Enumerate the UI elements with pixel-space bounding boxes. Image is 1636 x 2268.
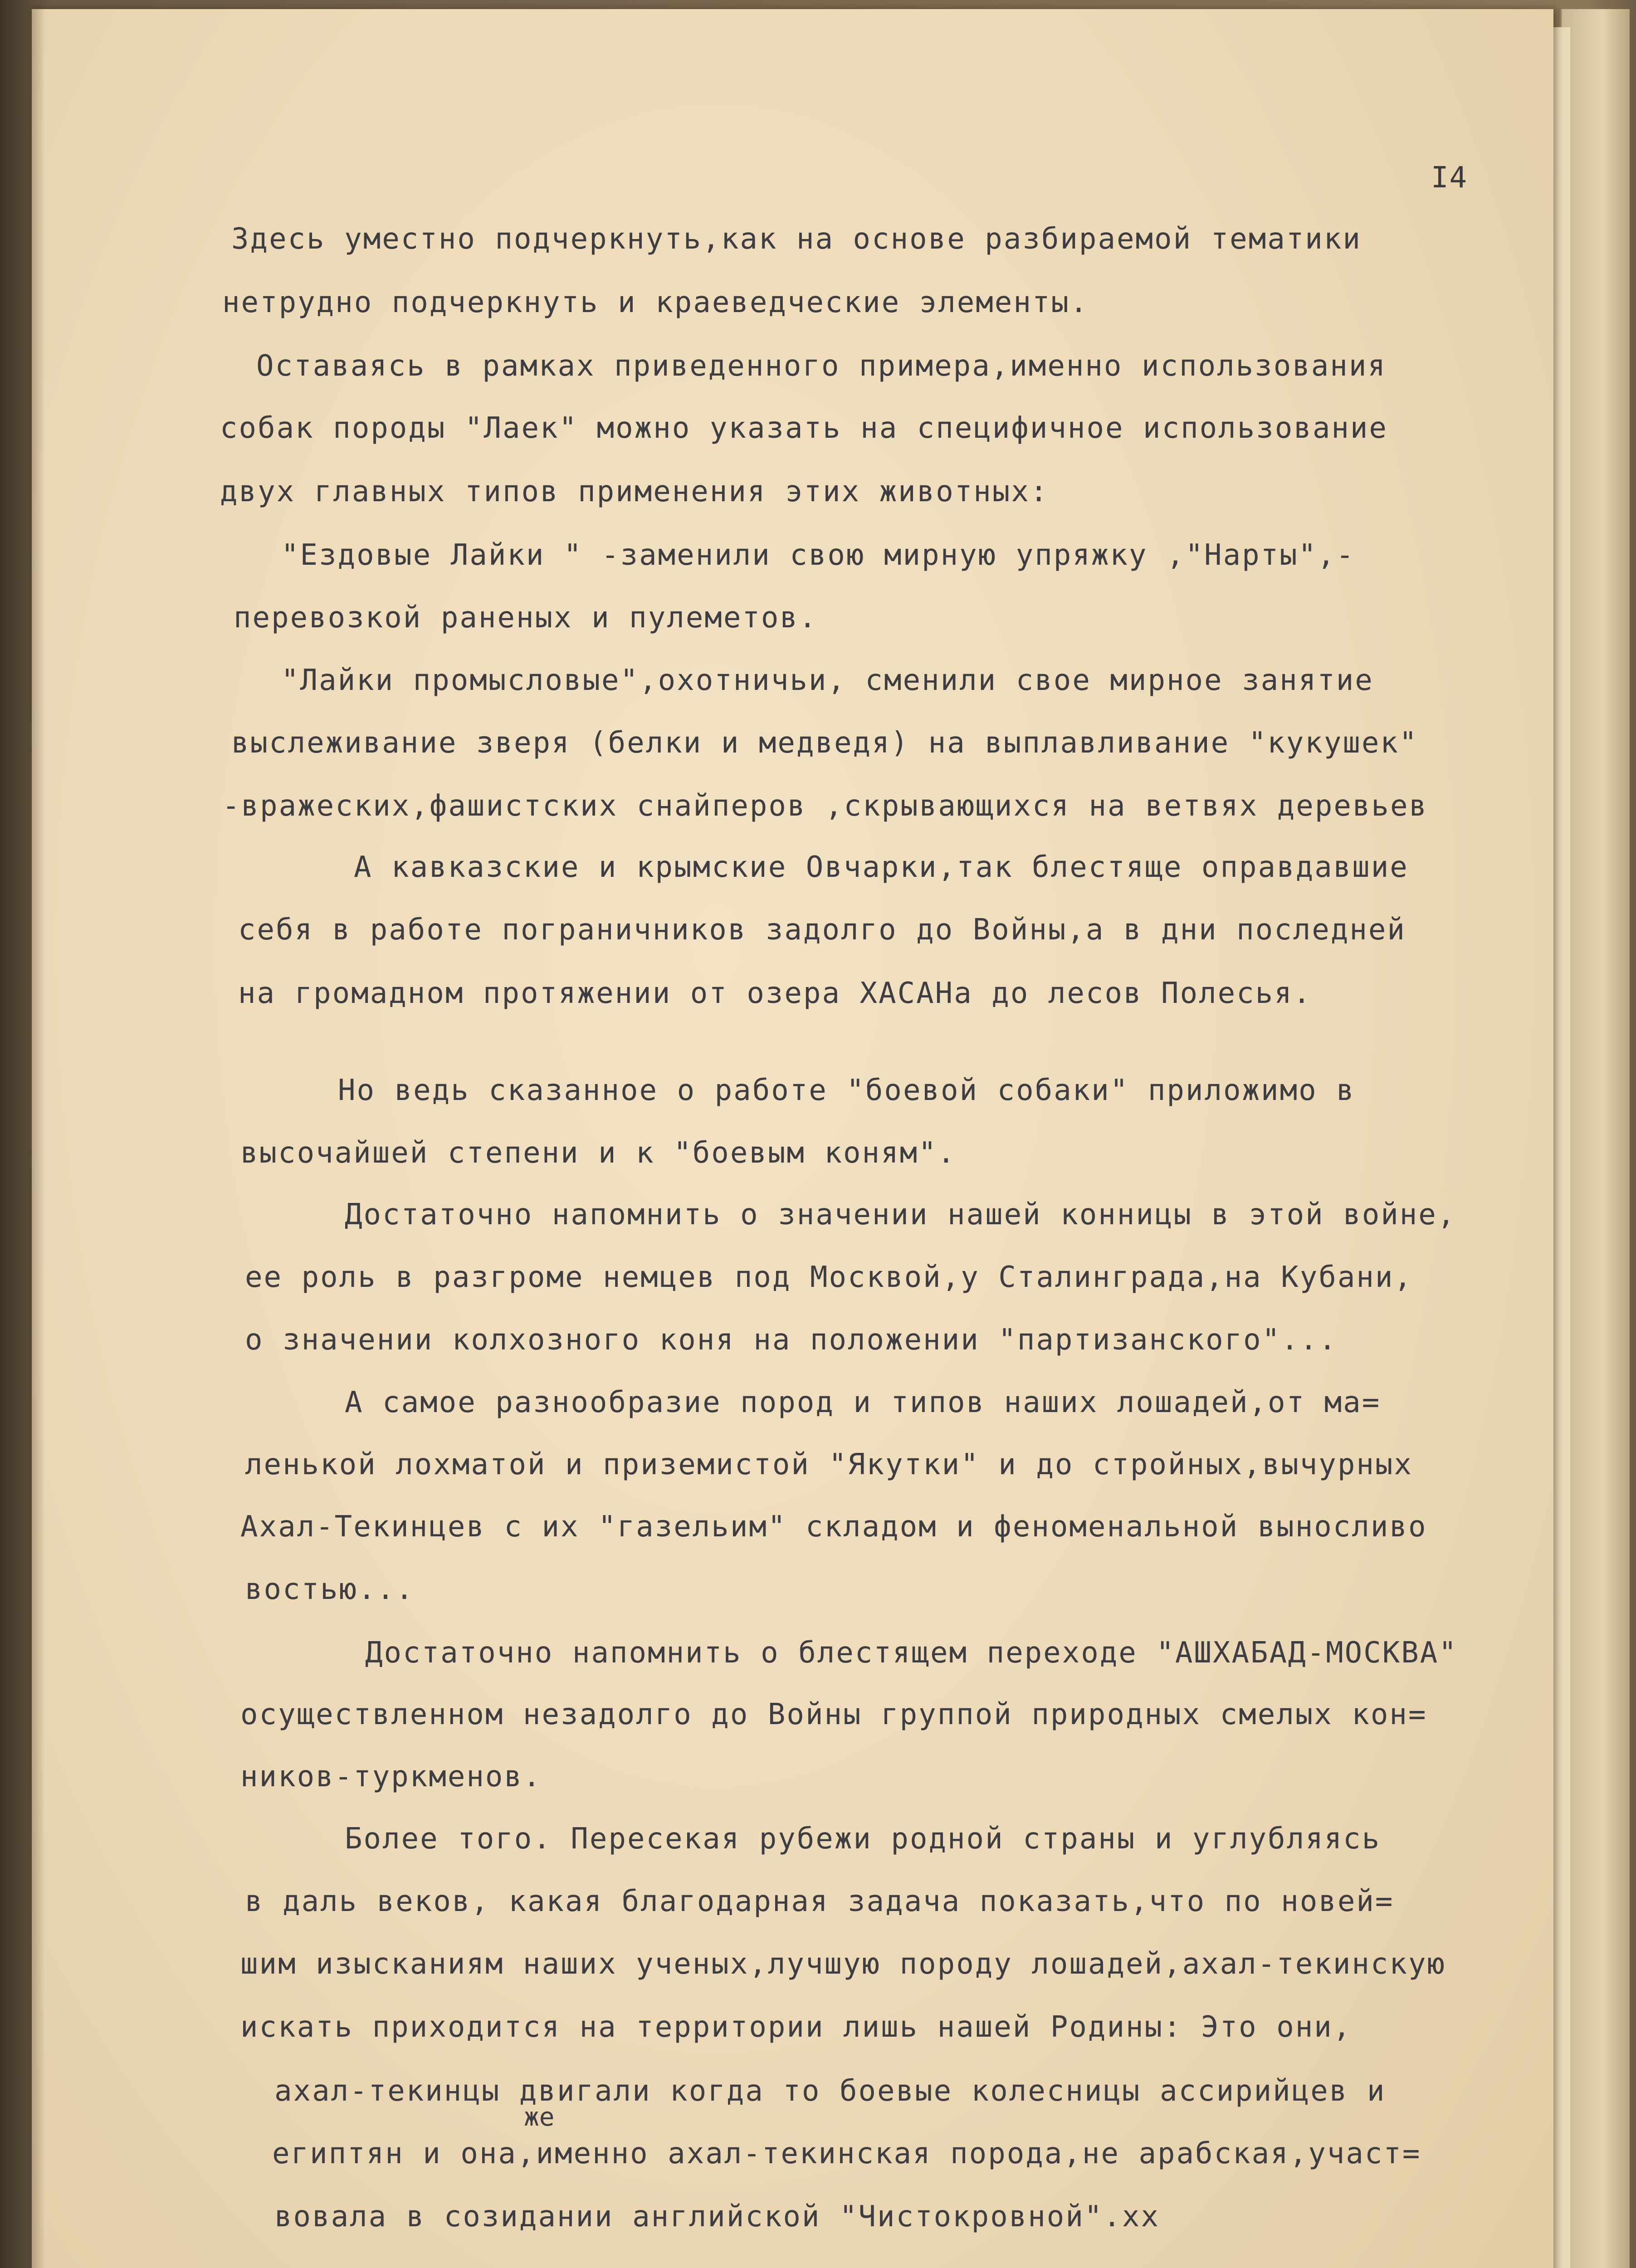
text-line: -вражеских,фашистских снайперов ,скрывающихся на ветвях деревьев <box>222 789 1428 823</box>
text-line: Здесь уместно подчеркнуть,как на основе разбираемой тематики <box>231 222 1362 256</box>
text-line: Достаточно напомнить о значении нашей конницы в этой войне, <box>345 1198 1456 1232</box>
text-line: А самое разнообразие пород и типов наших лошадей,от ма= <box>345 1386 1381 1419</box>
page-number: I4 <box>1431 161 1468 195</box>
text-line: в даль веков, какая благодарная задача показать,что по новей= <box>245 1885 1394 1918</box>
text-line: А кавказские и крымские Овчарки,так блестяще оправдавшие <box>354 850 1409 884</box>
text-line: ников-туркменов. <box>240 1760 542 1794</box>
text-line: искать приходится на территории лишь нашей Родины: Это они, <box>240 2010 1352 2044</box>
text-line: ахал-текинцы двигали когда то боевые колесницы ассирийцев и <box>274 2074 1386 2108</box>
text-line: нетрудно подчеркнуть и краеведческие элементы. <box>222 286 1089 319</box>
text-line: вовала в созидании английской "Чистокровной".xx <box>274 2200 1160 2234</box>
text-line: шим изысканиям наших ученых,лучшую породу лошадей,ахал-текинскую <box>240 1947 1446 1981</box>
text-line: двух главных типов применения этих животных: <box>220 475 1049 508</box>
text-line: ленькой лохматой и приземистой "Якутки" и до стройных,вычурных <box>245 1448 1413 1481</box>
text-line: высочайшей степени и к "боевым коням". <box>240 1136 957 1170</box>
text-line: перевозкой раненых и пулеметов. <box>234 601 818 635</box>
handwritten-insertion: же <box>524 2102 555 2132</box>
text-line: "Лайки промысловые",охотничьи, сменили свое мирное занятие <box>281 664 1374 697</box>
text-line: Но ведь сказанное о работе "боевой собаки" приложимо в <box>338 1074 1355 1107</box>
text-line: Достаточно напомнить о блестящем переходе "АШХАБАД-МОСКВА" <box>365 1636 1458 1670</box>
underlying-sheet-edge <box>1560 9 1630 2268</box>
text-line: собак породы "Лаек" можно указать на специфичное использование <box>220 411 1388 445</box>
text-line: Оставаясь в рамках приведенного примера,именно использования <box>256 349 1387 383</box>
text-line: ее роль в разгроме немцев под Москвой,у Сталинграда,на Кубани, <box>245 1261 1413 1294</box>
text-line: Ахал-Текинцев с их "газельим" складом и феноменальной выносливо <box>240 1510 1427 1544</box>
text-line: осуществленном незадолго до Войны группой природных смелых кон= <box>240 1698 1427 1731</box>
text-line: "Ездовые Лайки " -заменили свою мирную упряжку ,"Нарты",- <box>281 538 1355 572</box>
text-line: востью... <box>245 1573 415 1606</box>
text-line: о значении колхозного коня на положении "партизанского"... <box>245 1323 1338 1357</box>
text-line: себя в работе пограничников задолго до Войны,а в дни последней <box>238 913 1406 947</box>
text-line: на громадном протяжении от озера ХАСАНа до лесов Полесья. <box>238 977 1312 1010</box>
text-line: выслеживание зверя (белки и медведя) на выплавливание "кукушек" <box>231 726 1418 760</box>
text-line: египтян и она,именно ахал-текинская порода,не арабская,участ= <box>272 2137 1421 2170</box>
text-line: Более того. Пересекая рубежи родной страны и углубляясь <box>345 1822 1381 1856</box>
page-fold-shadow <box>32 9 45 2268</box>
